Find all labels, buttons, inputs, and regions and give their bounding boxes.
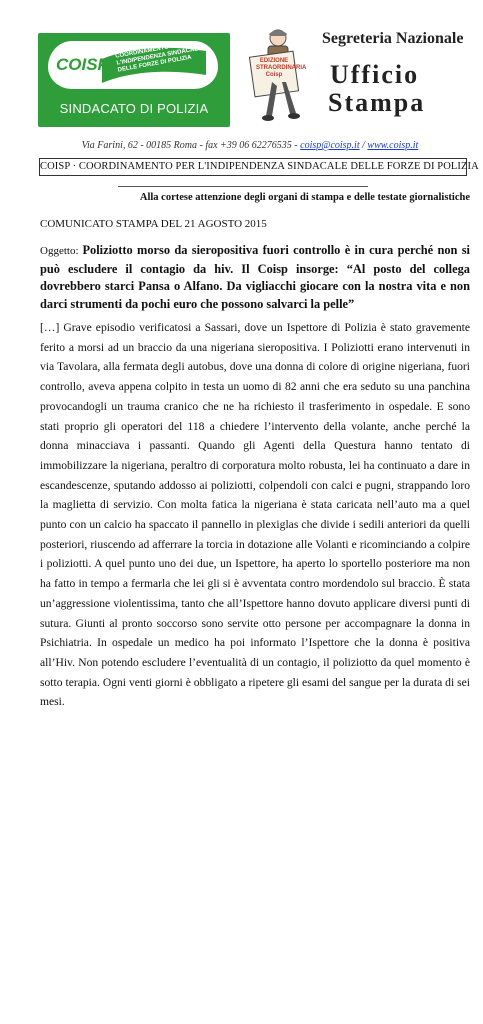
logo-subtitle: SINDACATO DI POLIZIA <box>59 101 209 116</box>
stampa-title: Stampa <box>328 88 426 117</box>
email-link[interactable]: coisp@coisp.it <box>300 140 360 151</box>
website-link[interactable]: www.coisp.it <box>367 140 419 151</box>
contact-line <box>40 140 460 151</box>
segreteria-title: Segreteria Nazionale <box>322 30 464 47</box>
divider <box>118 186 368 187</box>
oggetto-label: Oggetto: <box>40 245 83 257</box>
badge-text: EDIZIONE STRAORDINARIA Coisp <box>256 58 307 78</box>
ufficio-title: Ufficio <box>330 60 420 89</box>
newsboy-illustration <box>248 28 307 126</box>
coisp-logo <box>38 33 230 127</box>
logo-name: COISP <box>56 55 109 74</box>
comunicato-date: COMUNICATO STAMPA DEL 21 AGOSTO 2015 <box>40 218 267 230</box>
address-text: Via Farini, 62 - 00185 Roma - fax +39 06 62276535 - <box>81 140 301 151</box>
logo-flag-text: COORDINAMENTO PER L'INDIPENDENZA SINDACALE DELLE FORZE DI POLIZIA <box>114 41 203 74</box>
attention-line: Alla cortese attenzione degli organi di stampa e delle testate giornalistiche <box>139 192 470 203</box>
contact-separator: / <box>359 140 368 151</box>
article-body: […] Grave episodio verificatosi a Sassari, dove un Ispettore di Polizia è stato gravemente ferito a morsi ad un braccio da una nigeriana sieropositiva. I Poliziotti erano intervenuti in via Tavolara, alla fermata degli autobus, dove una donna di colore di origine nigeriana, fuori controllo, aveva appena colpito in testa un uomo di 82 anni che era seduto su una panchina provocandogli un trauma cranico che ne ha richiesto il trasferimento in ospedale. E sono stati proprio gli operatori del 118 a chiedere l’intervento della volante, anche perché la donna minacciava i passanti. Quando gli Agenti della Questura hanno tentato di immobilizzare la nigeriana, peraltro di corporatura molto robusta, lei ha continuato a dare in escandescenze, sputando addosso ai poliziotti, colpendoli con calci e pugni, strappando loro la maglietta di servizio. Con molta fatica la nigeriana è stata caricata nell’auto ma a quel punto con un calcio ha spaccato il pannello in plexiglas che divide i sedili anteriori da quelli posteriori, riuscendo ad afferrare la torcia in dotazione alle Volanti e ricominciando a colpire i poliziotti. A quel punto uno dei due, un Ispettore, ha aperto lo sportello posteriore ma non ha fatto in tempo a fermarla che lei gli si è avventata contro mordendolo sul braccio. È stata un’aggressione violentissima, tanto che all’Ispettore hanno dovuto applicare diversi punti di sutura. Giunti al pronto soccorso sono servite otto persone per accompagnare la donna in Psichiatria. In ospedale un medico ha poi informato l’Ispettore che la donna è positiva all’Hiv. Non potendo escludere l’eventualità di un contagio, il poliziotto da quel momento è sotto terapia. Ogni venti giorni è obbligato a ripetere gli esami del sangue per la durata di sei mesi. <box>40 321 470 709</box>
oggetto-title: Poliziotto morso da sieropositiva fuori controllo è in cura perché non si può escludere il contagio da hiv. Il Coisp insorge: “Al posto del collega dovrebbero starci Pansa o Alfano. Da vigliacchi giocare con la nostra vita e non darci strumenti da pochi euro che possono salvarci la pelle” <box>40 243 470 311</box>
coordination-bar: COISP · COORDINAMENTO PER L'INDIPENDENZA SINDACALE DELLE FORZE DI POLIZIA <box>39 158 467 176</box>
oggetto-block <box>40 242 470 313</box>
